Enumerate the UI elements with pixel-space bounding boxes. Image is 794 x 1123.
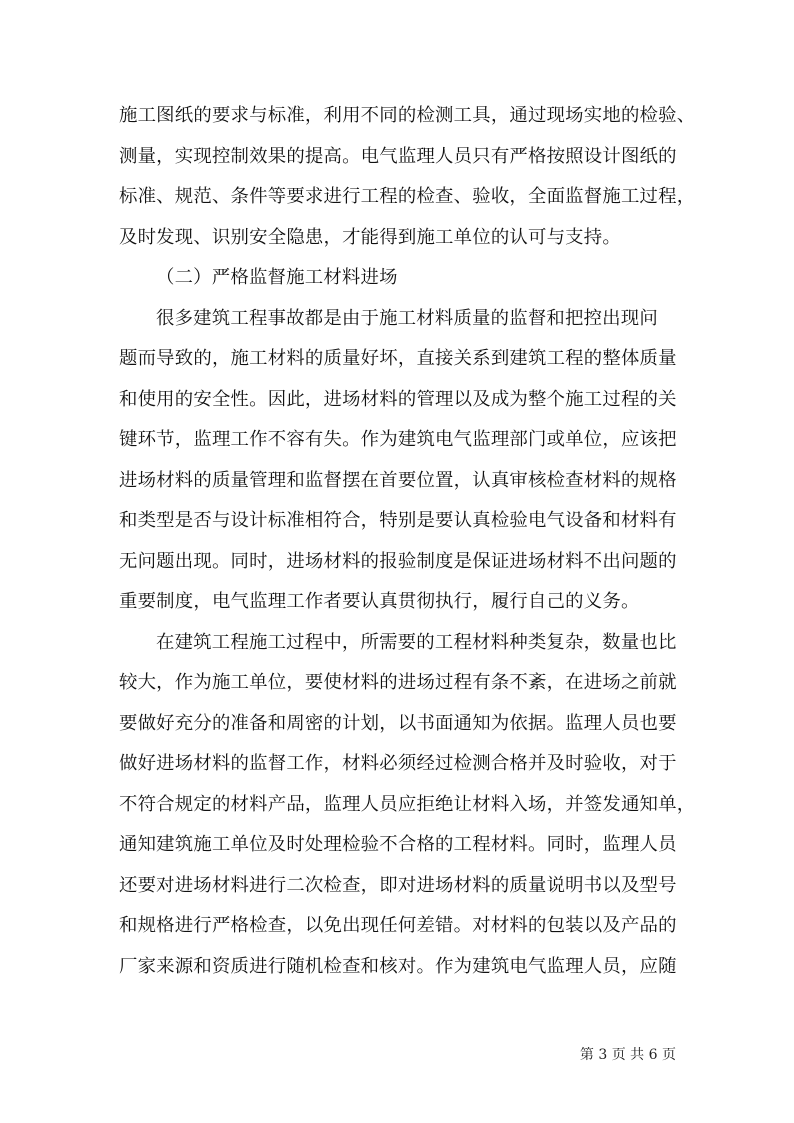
text-line: 和类型是否与设计标准相符合，特别是要认真检验电气设备和材料有 (119, 510, 677, 531)
text-line: 及时发现、识别安全隐患，才能得到施工单位的认可与支持。 (119, 226, 621, 248)
text-line: 标准、规范、条件等要求进行工程的检查、验收，全面监督施工过程， (119, 186, 696, 207)
text-line: 厂家来源和资质进行随机检查和核对。作为建筑电气监理人员，应随 (119, 955, 677, 977)
text-line: 键环节，监理工作不容有失。作为建筑电气监理部门或单位，应该把 (119, 429, 677, 450)
text-line: 较大，作为施工单位，要使材料的进场过程有条不紊，在进场之前就 (119, 672, 677, 693)
text-line: 在建筑工程施工过程中，所需要的工程材料种类复杂，数量也比 (156, 631, 677, 653)
text-line: 进场材料的质量管理和监督摆在首要位置，认真审核检查材料的规格 (119, 469, 677, 491)
text-line: 还要对进场材料进行二次检查，即对进场材料的质量说明书以及型号 (119, 874, 677, 896)
text-line: 施工图纸的要求与标准，利用不同的检测工具，通过现场实地的检验、 (119, 105, 696, 126)
text-line: 和规格进行严格检查，以免出现任何差错。对材料的包装以及产品的 (119, 915, 677, 936)
text-line: 无问题出现。同时，进场材料的报验制度是保证进场材料不出问题的 (119, 550, 677, 572)
text-line: 重要制度，电气监理工作者要认真贯彻执行，履行自己的义务。 (119, 591, 640, 612)
text-line: 不符合规定的材料产品，监理人员应拒绝让材料入场，并签发通知单， (119, 793, 696, 815)
text-line: 和使用的安全性。因此，进场材料的管理以及成为整个施工过程的关 (119, 388, 677, 410)
text-line: 通知建筑施工单位及时处理检验不合格的工程材料。同时，监理人员 (119, 834, 677, 855)
section-heading: （二）严格监督施工材料进场 (156, 267, 398, 288)
text-line: 测量，实现控制效果的提高。电气监理人员只有严格按照设计图纸的 (119, 145, 677, 167)
page-number-footer: 第 3 页 共 6 页 (579, 1047, 676, 1063)
text-line: 做好进场材料的监督工作，材料必须经过检测合格并及时验收，对于 (119, 753, 677, 774)
body-text (119, 96, 696, 987)
text-line: 题而导致的，施工材料的质量好坏，直接关系到建筑工程的整体质量 (119, 348, 677, 369)
text-line: 要做好充分的准备和周密的计划，以书面通知为依据。监理人员也要 (119, 712, 677, 734)
text-line: 很多建筑工程事故都是由于施工材料质量的监督和把控出现问 (156, 307, 658, 329)
